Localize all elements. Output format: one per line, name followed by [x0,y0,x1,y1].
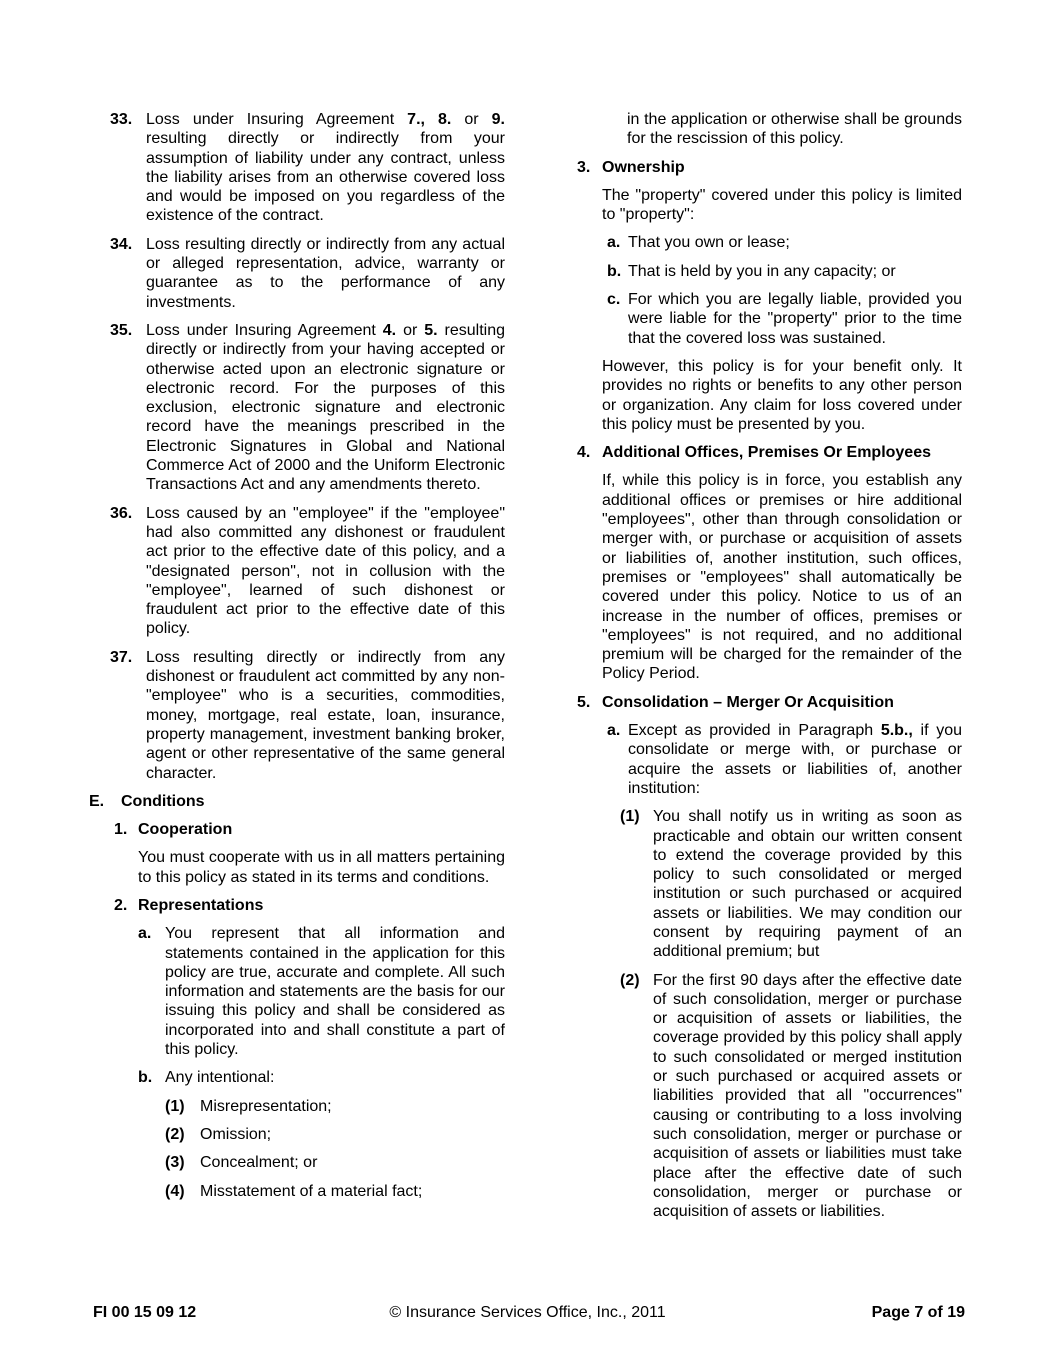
list-item [110,504,505,639]
paragraph-text: The "property" covered under this policy is limited to "property": [602,186,962,224]
list-item [165,1125,505,1144]
list-item [627,110,962,149]
list-marker: 37. [110,648,133,666]
list-item [602,357,962,434]
page-number: Page 7 of 19 [871,1304,965,1321]
section-heading [89,792,505,811]
paragraph-text: Loss resulting directly or indirectly from any actual or alleged representation, advice, warranty or guarantee as to the performance of any investments. [146,235,505,311]
list-item [138,848,505,887]
list-item [607,233,962,252]
paragraph-text: Loss resulting directly or indirectly from any dishonest or fraudulent act committed by any non-"employee" who is a securities, commodities, money, mortgage, real estate, loan, insurance, property management, investment banking broker, agent or other representative of the same general character. [146,648,505,782]
paragraph-text: Except as provided in Paragraph 5.b., if you consolidate or merge with, or purchase or acquire the assets or liabilities of, another institution: [628,722,963,797]
paragraph-text: For the first 90 days after the effective date of such consolidation, merger or purchase or acquisition of assets or liabilities, the coverage provided by this policy shall apply to such consolidated or merged institution or such purchased or acquired assets or liabilities provided that all "occurrences" causing or contributing to a loss involving such consolidation, merger or purchase or acquisition of assets or liabilities must take place after the effective date of such consolidation, merger or purchase or acquisition of assets or liabilities. [653,971,962,1221]
paragraph-text: You represent that all information and statements contained in the application for this policy are true, accurate and complete. All such information and statements are the basis for our issuing this policy and shall be considered as incorporated into and shall constitute a part of this policy. [165,925,505,1059]
list-marker: 35. [110,321,133,339]
list-marker: 4. [577,444,591,462]
list-marker: 34. [110,235,133,253]
page-footer [0,1303,1055,1323]
heading-text: Conditions [121,792,205,810]
paragraph-text: Concealment; or [200,1154,318,1172]
paragraph-text: Loss under Insuring Agreement 7., 8. or 9. resulting directly or indirectly from your assumption of liability under any contract, unless the liability arises from an otherwise covered loss and would be imposed on you regardless of the existence of the contract. [146,111,505,225]
list-marker: (4) [165,1182,185,1200]
list-item [602,186,962,225]
form-number: FI 00 15 09 12 [93,1304,197,1321]
paragraph-text: Loss caused by an "employee" if the "employee" had also committed any dishonest or fraudulent act prior to the effective date of this policy, and a "designated person", not in collusion with the "employee", learned of such dishonest or fraudulent act prior to the effective date of this policy. [146,504,505,638]
list-item [165,1182,505,1201]
section-heading [114,820,505,839]
heading-text: Ownership [602,158,685,176]
list-marker: (3) [165,1154,185,1172]
list-marker: 3. [577,158,591,176]
copyright-notice: © Insurance Services Office, Inc., 2011 [389,1304,666,1321]
section-heading [577,693,962,712]
heading-text: Additional Offices, Premises Or Employees [602,444,931,462]
list-marker: 33. [110,111,133,128]
list-marker: (2) [620,971,640,989]
list-item [602,471,962,683]
list-marker: a. [607,722,621,740]
list-item [110,648,505,783]
paragraph-text: Omission; [200,1125,272,1143]
paragraph-text: If, while this policy is in force, you establish any additional offices or premises or hire additional "employees", other than through consolidation or merger with, or purchase or acquisition of assets or liabilities of, another institution, such offices, premises or "employees" shall automatically be covered under this policy. Notice to us of an increase in the number of offices, premises or "employees" is not required, and no additional premium will be charged for the remainder of the Policy Period. [602,472,962,683]
list-item [138,924,505,1059]
list-item [607,721,962,798]
list-item [620,971,962,1222]
list-marker: 5. [577,693,591,711]
paragraph-text: Loss under Insuring Agreement 4. or 5. resulting directly or indirectly from your having accepted or otherwise acted upon an electronic signature or electronic record. For the purposes of this exclusion, electronic signature and electronic record have the meanings prescribed in the Electronic Signatures in Global and National Commerce Act of 2000 and the Uniform Electronic Transactions Act and any amendments thereto. [146,321,505,494]
section-heading [114,896,505,915]
heading-text: Consolidation – Merger Or Acquisition [602,693,894,711]
list-marker: (2) [165,1125,185,1143]
list-marker: a. [607,234,621,252]
paragraph-text: For which you are legally liable, provided you were liable for the "property" prior to the time that the covered loss was sustained. [628,291,962,347]
list-marker: b. [138,1069,153,1087]
heading-text: Cooperation [138,821,233,839]
list-item [110,235,505,312]
paragraph-text: Misrepresentation; [200,1097,332,1115]
list-item [165,1097,505,1116]
section-heading [577,158,962,177]
list-marker: 36. [110,504,133,522]
list-item [620,807,962,961]
list-item [110,321,505,495]
list-marker: 2. [114,896,128,914]
paragraph-text: However, this policy is for your benefit only. It provides no rights or benefits to any other person or organization. Any claim for loss covered under this policy must be presented by you. [602,357,962,433]
paragraph-text: You must cooperate with us in all matters pertaining to this policy as stated in its terms and conditions. [138,849,505,886]
paragraph-text: Any intentional: [165,1069,275,1087]
list-marker: b. [607,262,622,280]
paragraph-text: That is held by you in any capacity; or [628,262,896,280]
list-item [607,262,962,281]
section-heading [577,443,962,462]
left-text-column [89,110,505,1210]
heading-text: Representations [138,896,264,914]
list-item [607,290,962,348]
right-text-column [577,110,962,1230]
list-item [110,110,505,226]
list-marker: E. [89,792,105,810]
list-marker: a. [138,925,152,943]
paragraph-text: in the application or otherwise shall be grounds for the rescission of this policy. [627,111,962,148]
list-item [165,1153,505,1172]
paragraph-text: That you own or lease; [628,234,790,252]
list-marker: (1) [620,808,640,826]
list-marker: (1) [165,1097,185,1115]
list-marker: c. [607,291,621,309]
list-item [138,1068,505,1087]
list-marker: 1. [114,821,128,839]
paragraph-text: You shall notify us in writing as soon as practicable and obtain our written consent to extend the coverage provided by this policy to such consolidated or merged institution or such purchased or acquired assets or liabilities. We may condition our consent by requiring payment of an additional premium; but [653,808,962,961]
paragraph-text: Misstatement of a material fact; [200,1182,423,1200]
